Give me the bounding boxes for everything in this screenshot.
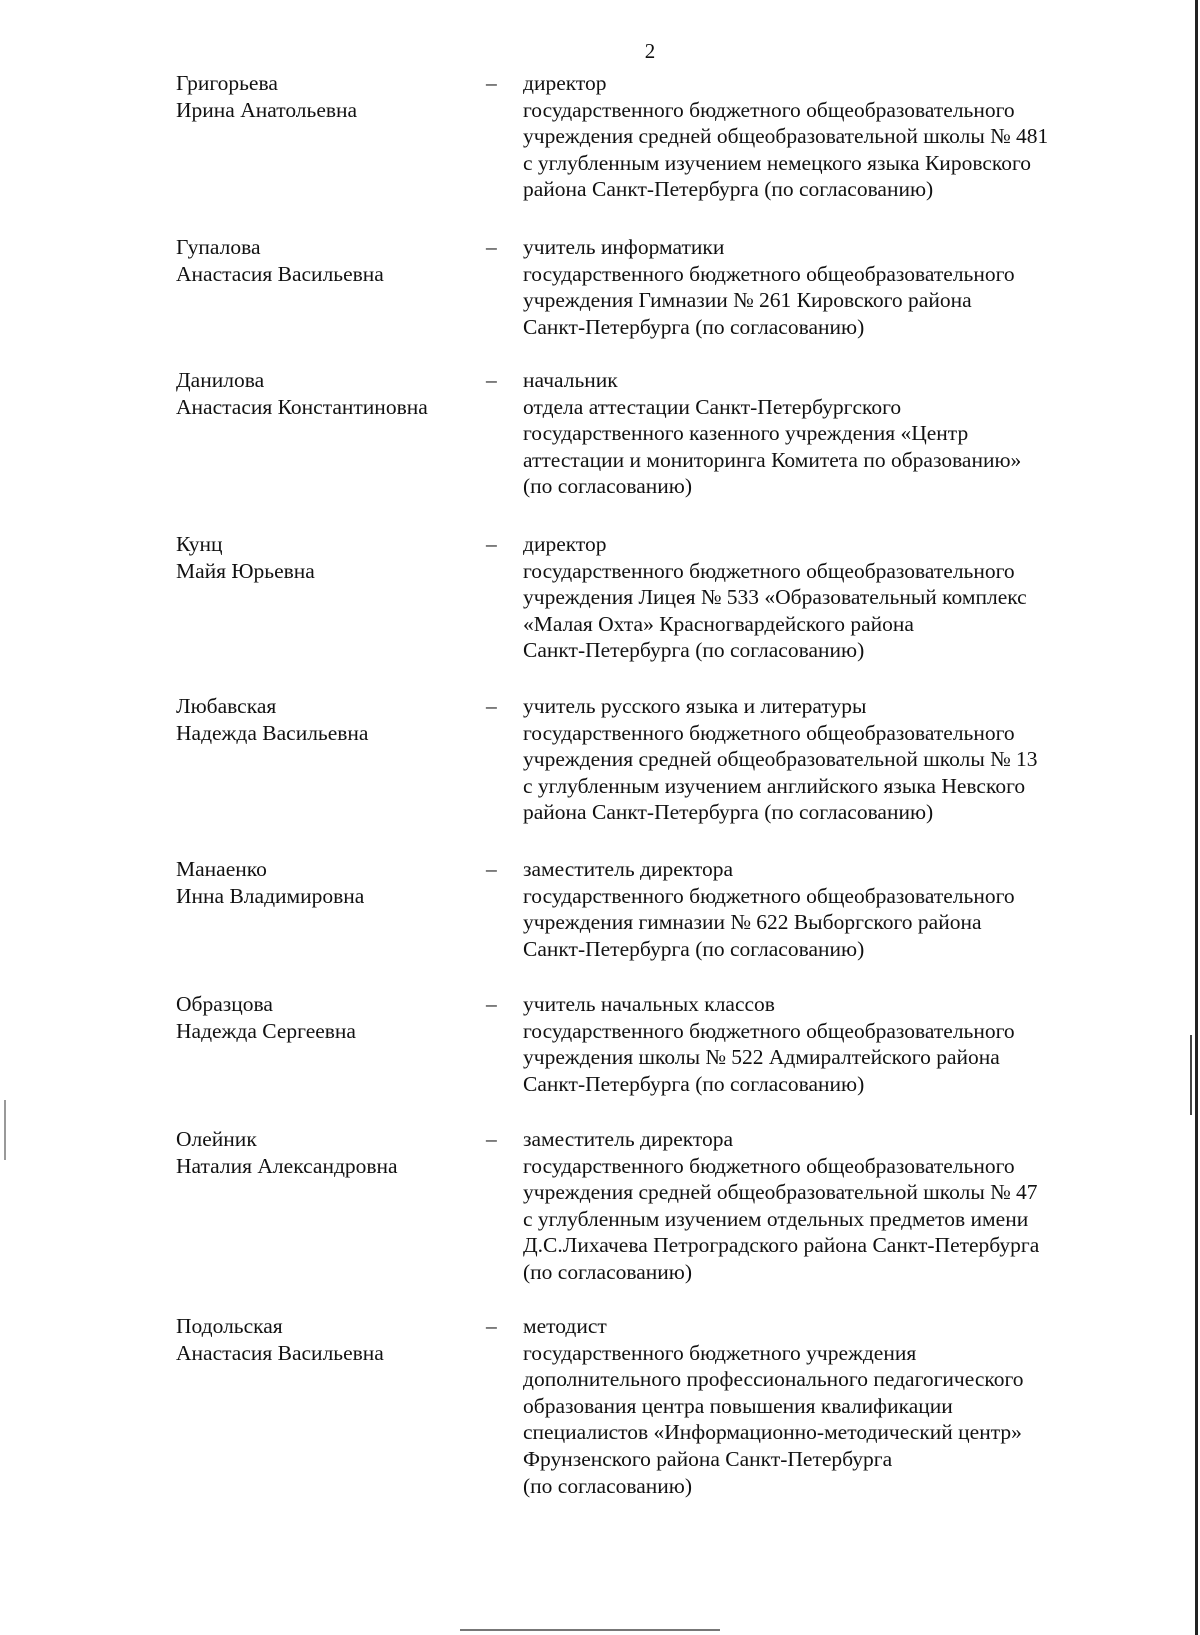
position-line: Фрунзенского района Санкт-Петербурга (523, 1446, 893, 1471)
member-name (176, 693, 476, 746)
position-line: образования центра повышения квалификации (523, 1393, 953, 1418)
scan-artifact (460, 1629, 720, 1631)
position-line: района Санкт-Петербурга (по согласованию) (523, 177, 934, 202)
position-line: Санкт-Петербурга (по согласованию) (523, 638, 865, 663)
member-surname: Гупалова (176, 235, 261, 259)
position-line: (по согласованию) (523, 1473, 693, 1498)
member-position (523, 70, 1143, 203)
position-line: аттестации и мониторинга Комитета по образованию» (523, 447, 1022, 472)
position-line: дополнительного профессионального педагогического (523, 1367, 1024, 1392)
member-name (176, 234, 476, 287)
position-line: учитель русского языка и литературы (523, 694, 867, 718)
position-line: государственного бюджетного общеобразовательного (523, 558, 1015, 583)
member-position (523, 234, 1143, 340)
page-number: 2 (644, 39, 656, 63)
member-surname: Кунц (176, 532, 223, 556)
member-surname: Олейник (176, 1127, 257, 1151)
member-position (523, 367, 1143, 500)
position-line: государственного бюджетного общеобразовательного (523, 97, 1015, 122)
position-line: учреждения Гимназии № 261 Кировского района (523, 288, 972, 313)
position-line: (по согласованию) (523, 474, 693, 499)
position-line: (по согласованию) (523, 1259, 693, 1284)
member-given-names: Анастасия Васильевна (176, 1340, 384, 1365)
position-line: с углубленным изучением отдельных предметов имени (523, 1206, 1029, 1231)
position-line: учреждения Лицея № 533 «Образовательный комплекс (523, 585, 1027, 610)
position-line: «Малая Охта» Красногвардейского района (523, 611, 914, 636)
member-surname: Григорьева (176, 71, 278, 95)
member-given-names: Ирина Анатольевна (176, 97, 358, 122)
member-position (523, 991, 1143, 1097)
member-given-names: Наталия Александровна (176, 1153, 398, 1178)
member-position (523, 531, 1143, 664)
position-line: директор (523, 532, 607, 556)
member-position (523, 693, 1143, 826)
member-position (523, 856, 1143, 962)
separator-dash: – (486, 1314, 497, 1338)
member-name (176, 531, 476, 584)
position-line: района Санкт-Петербурга (по согласованию) (523, 800, 934, 825)
position-line: специалистов «Информационно-методический центр» (523, 1420, 1022, 1445)
scan-artifact (4, 1100, 6, 1160)
scan-artifact (1190, 1035, 1192, 1115)
position-line: начальник (523, 368, 618, 392)
separator-dash: – (486, 1127, 497, 1151)
member-given-names: Надежда Васильевна (176, 720, 369, 745)
position-line: учитель информатики (523, 235, 725, 259)
member-given-names: Надежда Сергеевна (176, 1018, 356, 1043)
member-name (176, 856, 476, 909)
position-line: отдела аттестации Санкт-Петербургского (523, 394, 902, 419)
position-line: учитель начальных классов (523, 992, 775, 1016)
position-line: государственного бюджетного учреждения (523, 1340, 917, 1365)
member-given-names: Майя Юрьевна (176, 558, 315, 583)
member-name (176, 70, 476, 123)
separator-dash: – (486, 532, 497, 556)
member-given-names: Анастасия Константиновна (176, 394, 428, 419)
position-line: учреждения школы № 522 Адмиралтейского района (523, 1045, 1000, 1070)
position-line: учреждения средней общеобразовательной школы № 13 (523, 747, 1038, 772)
position-line: с углубленным изучением английского языка Невского (523, 773, 1026, 798)
separator-dash: – (486, 694, 497, 718)
member-given-names: Инна Владимировна (176, 883, 365, 908)
position-line: заместитель директора (523, 1127, 734, 1151)
position-line: Санкт-Петербурга (по согласованию) (523, 1071, 865, 1096)
position-line: учреждения гимназии № 622 Выборгского района (523, 910, 982, 935)
member-name (176, 1313, 476, 1366)
position-line: государственного казенного учреждения «Центр (523, 421, 969, 446)
position-line: Санкт-Петербурга (по согласованию) (523, 936, 865, 961)
scan-artifact (1195, 0, 1198, 1635)
separator-dash: – (486, 71, 497, 95)
member-name (176, 991, 476, 1044)
position-line: государственного бюджетного общеобразовательного (523, 261, 1015, 286)
position-line: Д.С.Лихачева Петроградского района Санкт-Петербурга (523, 1233, 1040, 1258)
member-surname: Образцова (176, 992, 273, 1016)
separator-dash: – (486, 992, 497, 1016)
position-line: государственного бюджетного общеобразовательного (523, 1018, 1015, 1043)
position-line: учреждения средней общеобразовательной школы № 481 (523, 124, 1049, 149)
position-line: государственного бюджетного общеобразовательного (523, 883, 1015, 908)
member-surname: Любавская (176, 694, 277, 718)
position-line: Санкт-Петербурга (по согласованию) (523, 314, 865, 339)
separator-dash: – (486, 368, 497, 392)
position-line: методист (523, 1314, 607, 1338)
member-given-names: Анастасия Васильевна (176, 261, 384, 286)
position-line: с углубленным изучением немецкого языка Кировского (523, 150, 1032, 175)
position-line: государственного бюджетного общеобразовательного (523, 1153, 1015, 1178)
separator-dash: – (486, 857, 497, 881)
member-name (176, 367, 476, 420)
position-line: директор (523, 71, 607, 95)
member-surname: Подольская (176, 1314, 283, 1338)
position-line: заместитель директора (523, 857, 734, 881)
separator-dash: – (486, 235, 497, 259)
member-surname: Манаенко (176, 857, 267, 881)
position-line: учреждения средней общеобразовательной школы № 47 (523, 1180, 1038, 1205)
member-position (523, 1313, 1143, 1499)
member-position (523, 1126, 1143, 1286)
member-name (176, 1126, 476, 1179)
member-surname: Данилова (176, 368, 265, 392)
position-line: государственного бюджетного общеобразовательного (523, 720, 1015, 745)
